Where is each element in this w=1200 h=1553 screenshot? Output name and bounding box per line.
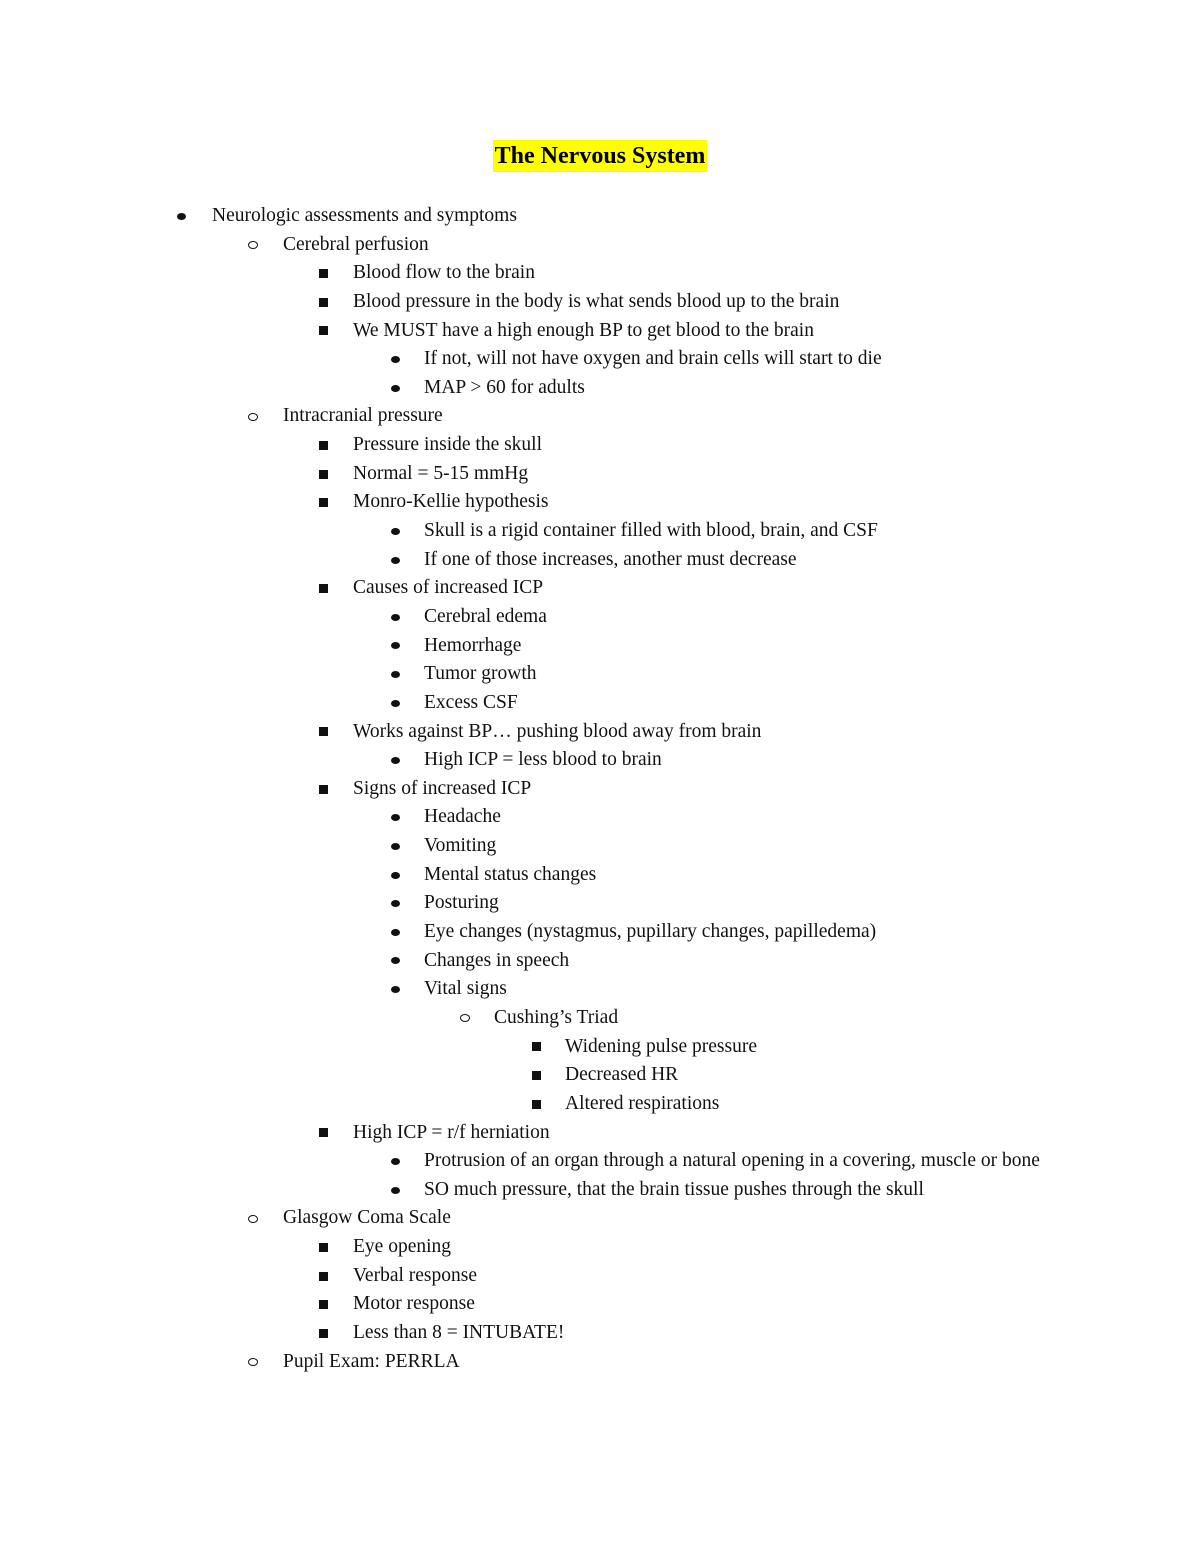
square-bullet-icon <box>315 488 331 517</box>
outline-item-text: Vomiting <box>424 835 497 857</box>
outline-item-level-3 <box>0 1233 1200 1262</box>
bullet-outline <box>0 202 1200 1376</box>
filled-dot-bullet-icon <box>387 660 403 689</box>
outline-item-text: High ICP = r/f herniation <box>353 1121 550 1143</box>
outline-item-level-5 <box>0 1004 1200 1033</box>
outline-item-text: Excess CSF <box>424 691 518 713</box>
outline-item-level-2 <box>0 402 1200 431</box>
outline-item-text: Monro-Kellie hypothesis <box>353 491 549 513</box>
outline-item-text: Pupil Exam: PERRLA <box>283 1350 460 1372</box>
outline-item-text: High ICP = less blood to brain <box>424 749 662 771</box>
filled-dot-bullet-icon <box>173 202 189 231</box>
filled-dot-bullet-icon <box>387 861 403 890</box>
outline-item-text: Skull is a rigid container filled with blood, brain, and CSF <box>424 520 878 542</box>
square-bullet-icon <box>315 1262 331 1291</box>
filled-dot-bullet-icon <box>387 889 403 918</box>
outline-item-level-4 <box>0 746 1200 775</box>
outline-item-level-3 <box>0 259 1200 288</box>
outline-item-level-2 <box>0 1204 1200 1233</box>
outline-item-level-3 <box>0 718 1200 747</box>
outline-item-text: If not, will not have oxygen and brain cells will start to die <box>424 348 882 370</box>
filled-dot-bullet-icon <box>387 975 403 1004</box>
outline-item-text: Pressure inside the skull <box>353 434 543 456</box>
outline-item-level-4 <box>0 374 1200 403</box>
outline-item-level-4 <box>0 947 1200 976</box>
outline-item-text: Protrusion of an organ through a natural opening in a covering, muscle or bone <box>424 1150 1040 1172</box>
outline-item-level-3 <box>0 317 1200 346</box>
filled-dot-bullet-icon <box>387 517 403 546</box>
outline-item-text: Intracranial pressure <box>283 405 443 427</box>
filled-dot-bullet-icon <box>387 918 403 947</box>
outline-item-text: Changes in speech <box>424 949 570 971</box>
outline-item-level-4 <box>0 546 1200 575</box>
filled-dot-bullet-icon <box>387 603 403 632</box>
outline-item-level-3 <box>0 488 1200 517</box>
outline-item-text: Neurologic assessments and symptoms <box>212 205 517 226</box>
outline-item-text: Decreased HR <box>565 1064 679 1086</box>
outline-item-text: We MUST have a high enough BP to get blood to the brain <box>353 319 814 341</box>
outline-item-text: Altered respirations <box>565 1092 720 1114</box>
outline-item-level-6 <box>0 1061 1200 1090</box>
outline-item-level-3 <box>0 1319 1200 1348</box>
outline-item-text: Glasgow Coma Scale <box>283 1207 451 1229</box>
outline-item-text: SO much pressure, that the brain tissue pushes through the skull <box>424 1178 924 1200</box>
outline-item-level-4 <box>0 1176 1200 1205</box>
hollow-circle-bullet-icon <box>245 231 261 260</box>
outline-item-level-1 <box>0 202 1200 231</box>
filled-dot-bullet-icon <box>387 345 403 374</box>
hollow-circle-bullet-icon <box>245 402 261 431</box>
outline-item-text: Hemorrhage <box>424 634 522 656</box>
hollow-circle-bullet-icon <box>457 1004 473 1033</box>
square-bullet-icon <box>315 288 331 317</box>
square-bullet-icon <box>315 574 331 603</box>
outline-item-level-4 <box>0 603 1200 632</box>
filled-dot-bullet-icon <box>387 947 403 976</box>
outline-item-text: Vital signs <box>424 978 507 1000</box>
filled-dot-bullet-icon <box>387 1147 403 1176</box>
outline-item-text: Eye opening <box>353 1236 452 1258</box>
outline-item-level-3 <box>0 775 1200 804</box>
outline-item-level-2 <box>0 231 1200 260</box>
outline-item-level-3 <box>0 431 1200 460</box>
hollow-circle-bullet-icon <box>245 1348 261 1377</box>
filled-dot-bullet-icon <box>387 632 403 661</box>
title-container <box>0 140 1200 172</box>
outline-item-level-6 <box>0 1033 1200 1062</box>
filled-dot-bullet-icon <box>387 546 403 575</box>
square-bullet-icon <box>315 1233 331 1262</box>
outline-item-level-4 <box>0 889 1200 918</box>
square-bullet-icon <box>315 1319 331 1348</box>
filled-dot-bullet-icon <box>387 803 403 832</box>
outline-item-text: Cerebral perfusion <box>283 233 429 255</box>
square-bullet-icon <box>315 259 331 288</box>
outline-item-text: Widening pulse pressure <box>565 1035 758 1057</box>
outline-item-text: Blood flow to the brain <box>353 262 535 284</box>
square-bullet-icon <box>528 1090 544 1119</box>
outline-item-level-4 <box>0 689 1200 718</box>
filled-dot-bullet-icon <box>387 1176 403 1205</box>
outline-item-text: Mental status changes <box>424 863 597 885</box>
outline-item-level-3 <box>0 288 1200 317</box>
outline-item-text: Motor response <box>353 1293 475 1315</box>
outline-item-text: Posturing <box>424 892 499 914</box>
outline-item-text: Works against BP… pushing blood away from brain <box>353 720 762 742</box>
outline-item-text: If one of those increases, another must decrease <box>424 548 797 570</box>
outline-item-text: Cushing’s Triad <box>494 1006 619 1028</box>
outline-item-text: Headache <box>424 806 501 828</box>
outline-item-text: Cerebral edema <box>424 605 547 627</box>
square-bullet-icon <box>528 1061 544 1090</box>
filled-dot-bullet-icon <box>387 746 403 775</box>
outline-item-text: Normal = 5-15 mmHg <box>353 462 529 484</box>
outline-item-level-4 <box>0 918 1200 947</box>
square-bullet-icon <box>315 1290 331 1319</box>
hollow-circle-bullet-icon <box>245 1204 261 1233</box>
outline-item-text: Less than 8 = INTUBATE! <box>353 1322 565 1343</box>
outline-item-level-3 <box>0 1262 1200 1291</box>
outline-item-level-3 <box>0 1119 1200 1148</box>
outline-item-text: Tumor growth <box>424 663 537 685</box>
square-bullet-icon <box>315 775 331 804</box>
filled-dot-bullet-icon <box>387 374 403 403</box>
outline-item-level-4 <box>0 861 1200 890</box>
outline-item-level-4 <box>0 660 1200 689</box>
outline-item-level-2 <box>0 1348 1200 1377</box>
outline-item-level-4 <box>0 803 1200 832</box>
outline-item-level-4 <box>0 1147 1040 1176</box>
square-bullet-icon <box>315 317 331 346</box>
outline-item-level-4 <box>0 632 1200 661</box>
square-bullet-icon <box>315 460 331 489</box>
outline-item-level-6 <box>0 1090 1200 1119</box>
outline-item-text: Blood pressure in the body is what sends blood up to the brain <box>353 290 840 312</box>
outline-item-text: MAP > 60 for adults <box>424 376 585 398</box>
outline-item-level-4 <box>0 832 1200 861</box>
outline-item-level-4 <box>0 975 1200 1004</box>
document-title: The Nervous System <box>493 140 708 172</box>
outline-item-level-3 <box>0 460 1200 489</box>
outline-item-level-4 <box>0 517 1200 546</box>
outline-item-level-4 <box>0 345 1200 374</box>
filled-dot-bullet-icon <box>387 832 403 861</box>
square-bullet-icon <box>315 718 331 747</box>
filled-dot-bullet-icon <box>387 689 403 718</box>
outline-item-level-3 <box>0 574 1200 603</box>
square-bullet-icon <box>315 1119 331 1148</box>
outline-item-text: Causes of increased ICP <box>353 577 544 599</box>
outline-item-text: Eye changes (nystagmus, pupillary changes, papilledema) <box>424 921 877 943</box>
square-bullet-icon <box>315 431 331 460</box>
outline-item-level-3 <box>0 1290 1200 1319</box>
outline-item-text: Verbal response <box>353 1264 477 1286</box>
square-bullet-icon <box>528 1033 544 1062</box>
outline-item-text: Signs of increased ICP <box>353 777 532 799</box>
